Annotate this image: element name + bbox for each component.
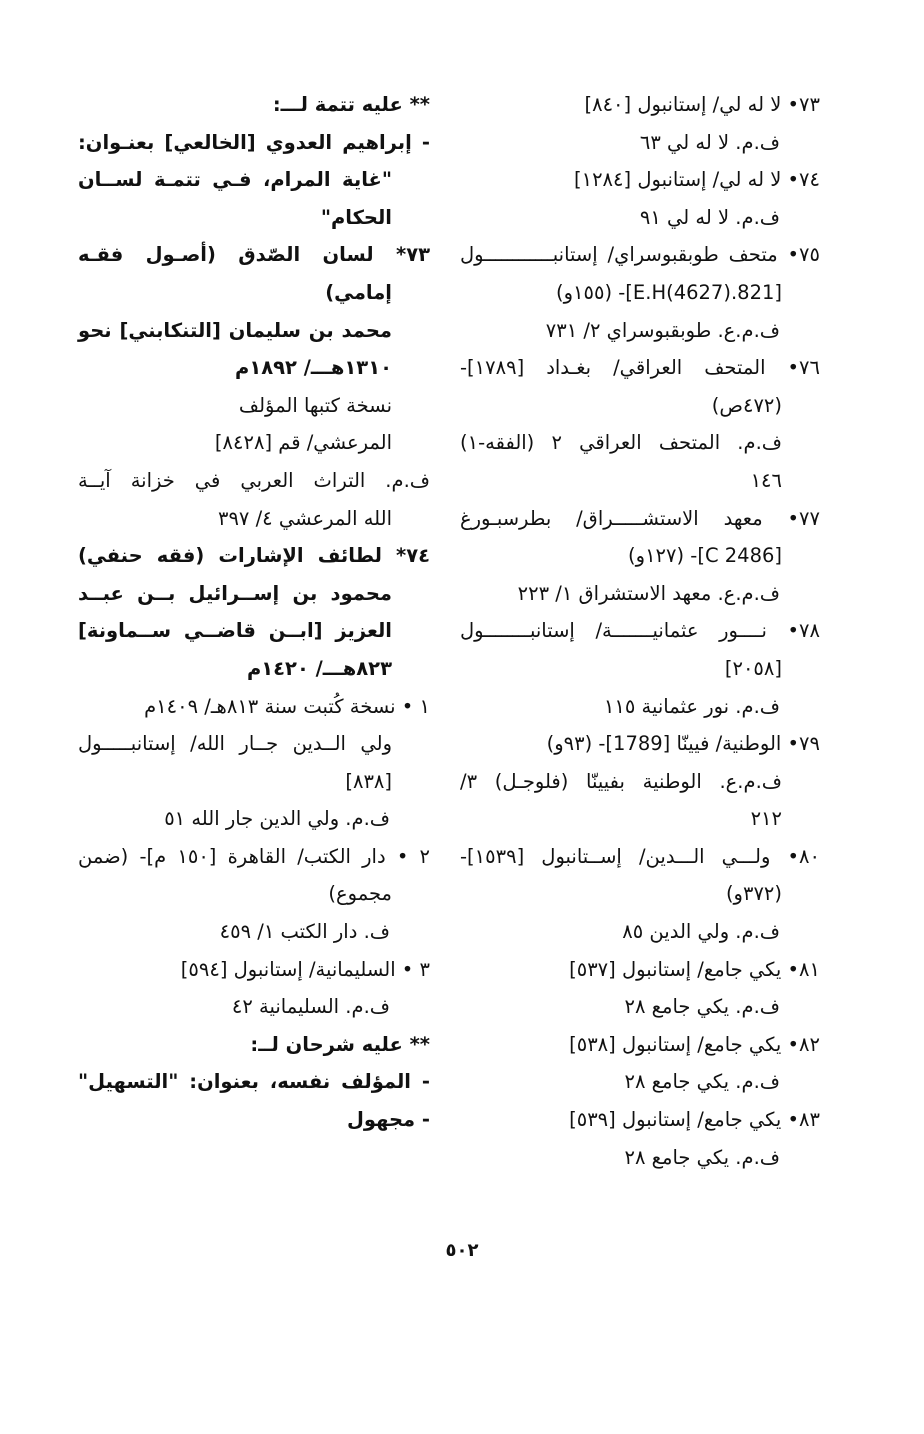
text-line: ف.م. ولي الدين جار الله ٥١ [164, 807, 390, 831]
text-line: ٣ • السليمانية/ إستانبول [٥٩٤] [180, 957, 430, 981]
text-line: ولي الــدين جــار الله/ إستانبـــــول [78, 732, 392, 756]
text-line: الحكام" [320, 205, 392, 229]
text-line: ف.م.ع. الوطنية بفيينّا (فلوجـل) ٣/ [460, 769, 782, 793]
text-line: - إبراهيم العدوي [الخالعي] بعنـوان: [78, 130, 430, 154]
text-line: ف.م. يكي جامع ٢٨ [624, 1070, 780, 1094]
text-line: ٨٣• يكي جامع/ إستانبول [٥٣٩] [569, 1108, 820, 1132]
text-line: ٨٠• ولـــي الـــدين/ إســتانبول [١٥٣٩]- [460, 844, 820, 868]
text-line: ف.م. لا له لي ٩١ [639, 205, 780, 229]
text-line: ٧٣• لا له لي/ إستانبول [٨٤٠] [584, 93, 820, 116]
text-line: ٨١• يكي جامع/ إستانبول [٥٣٧] [569, 957, 820, 981]
text-line: ** عليه شرحان لــ: [250, 1032, 430, 1056]
text-line: ف.م. ولي الدين ٨٥ [622, 920, 780, 944]
text-line: [٢٠٥٨] [724, 656, 782, 680]
text-line: محمد بن سليمان [التنكابني] نحو [78, 318, 392, 342]
text-line: ف.م. لا له لي ٦٣ [639, 130, 780, 154]
text-line: ٢ • دار الكتب/ القاهرة [١٥٠ م]- (ضمن [78, 844, 430, 868]
text-line: (٤٧٢ص) [711, 393, 782, 417]
text-line: ٧٥• متحف طوبقبوسراي/ إستانبــــــــــــول [460, 243, 820, 267]
text-line: مجموع) [328, 882, 392, 906]
left-column [78, 86, 430, 1139]
text-line: المرعشي/ قم [٨٤٢٨] [214, 431, 392, 455]
text-line: - مجهول [346, 1108, 430, 1132]
text-line: ٧٦• المتحف العراقي/ بغـداد [١٧٨٩]- [460, 356, 820, 380]
text-line: ١٤٦ [750, 468, 782, 492]
text-line: ١٣١٠هـــ/ ١٨٩٢م [235, 356, 392, 380]
page-number: ٥٠٢ [445, 1240, 479, 1261]
text-line: ٧٤• لا له لي/ إستانبول [١٢٨٤] [574, 168, 820, 192]
text-line: ٧٧• معهد الاستشـــــراق/ بطرسبـورغ [460, 506, 820, 530]
text-line: ف.م. يكي جامع ٢٨ [624, 1145, 780, 1169]
text-line: ٨٢• يكي جامع/ إستانبول [٥٣٨] [569, 1032, 820, 1056]
text-line: [٨٣٨] [345, 769, 392, 793]
text-line: إمامي) [325, 280, 392, 304]
text-line: الله المرعشي ٤/ ٣٩٧ [217, 506, 392, 530]
text-line: [C 2486]- (١٢٧و) [628, 544, 782, 568]
text-line: [821.E.H(4627)]- (١٥٥و) [556, 280, 782, 304]
text-line: ٧٣* لسان الصّدق (أصـول فقـه [78, 243, 430, 267]
text-line: محمود بن إســرائيل بــن عبــد [78, 581, 392, 605]
text-line: ٧٨• نــــور عثمانيـــــــة/ إستانبــــــــول [460, 619, 820, 643]
text-line: - المؤلف نفسه، بعنوان: "التسهيل" [78, 1070, 430, 1094]
text-line: العزيز [ابــن قاضــي ســماونة] [78, 619, 392, 643]
text-line: ف.م. السليمانية ٤٢ [231, 995, 390, 1019]
text-line: ف.م. التراث العربي في خزانة آيــة [78, 468, 430, 492]
text-line: ف.م. المتحف العراقي ٢ (الفقه-١) [460, 431, 782, 455]
text-line: ٢١٢ [750, 807, 782, 831]
text-line: ف.م. يكي جامع ٢٨ [624, 995, 780, 1019]
text-line: ٧٩• الوطنية/ فيينّا [1789]- (٩٣و) [546, 732, 820, 756]
text-line: ٨٢٣هـــ/ ١٤٢٠م [246, 656, 392, 680]
text-line: ** عليه تتمة لـــ: [272, 93, 430, 116]
text-line: ١ • نسخة كُتبت سنة ٨١٣هـ/ ١٤٠٩م [144, 694, 430, 718]
text-line: ف.م.ع. طوبقبوسراي ٢/ ٧٣١ [545, 318, 780, 342]
text-line: ٧٤* لطائف الإشارات (فقه حنفي) [78, 544, 430, 568]
right-column [460, 86, 820, 1176]
text-line: "غاية المرام، فـي تتمـة لســان [78, 168, 392, 192]
text-line: (٣٧٢و) [725, 882, 782, 906]
text-line: ف.م.ع. معهد الاستشراق ١/ ٢٢٣ [517, 581, 780, 605]
text-line: نسخة كتبها المؤلف [238, 393, 392, 417]
text-line: ف.م. نور عثمانية ١١٥ [603, 694, 780, 718]
text-line: ف. دار الكتب ١/ ٤٥٩ [219, 920, 390, 944]
